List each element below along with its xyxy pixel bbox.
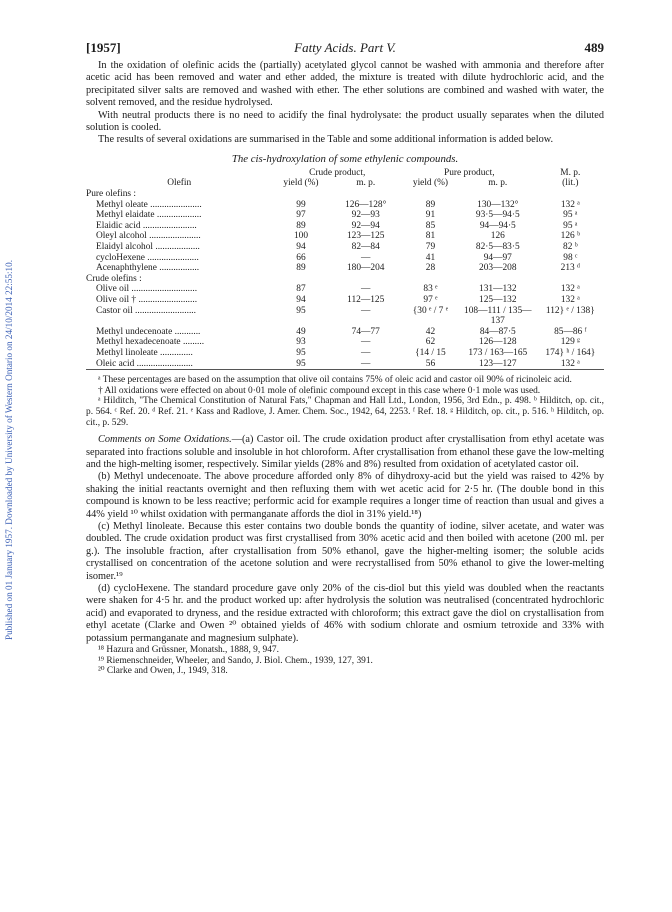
cell-olefin: Olive oil ............................ [96,284,198,295]
col-lit: (lit.) [562,178,579,189]
table-title: The cis-hydroxylation of some ethylenic compounds. [231,152,459,165]
comments-section [86,434,604,645]
cell-pure-yield: 81 [425,231,436,242]
col-crude-mp: m. p. [356,178,376,189]
cell-pure-yield: 62 [425,337,436,348]
table-row [86,359,604,370]
cell-pure-mp: 82·5—83·5 [475,242,520,252]
intro-paragraph: In the oxidation of olefinic acids the (partially) acetylated glycol cannot be washed with ammonia and therefore after acetic acid has been removed and water and ether added, the mixture is treated with dilute hydrochloric acid, and the precipitated silver salts are removed and washed with ether. The ether solutions are combined and washed with water, the solvent removed, and the residue hydrolysed. [86,60,604,109]
col-pure-mp: m. p. [488,178,508,189]
table-row [86,327,604,338]
table-row [86,242,604,253]
cell-crude-mp: 92—93 [351,210,380,221]
provenance-sidebar [2,40,16,860]
pure-rows [86,200,604,274]
cell-lit-mp: 132 ᵃ [560,294,580,305]
cell-crude-yield: 87 [296,284,306,295]
col-pure-yield: yield (%) [412,178,449,189]
cell-lit-mp: 174} ʰ / 164} [545,347,596,358]
cell-crude-mp: — [361,347,371,358]
section-heading: Crude olefins : [86,273,142,284]
cell-crude-yield: 89 [296,263,306,274]
table-row [86,210,604,221]
cell-pure-mp: 203—208 [479,263,517,274]
col-crude-yield: yield (%) [283,178,319,189]
cell-crude-mp: 74—77 [351,326,380,337]
table-note: ᵃ These percentages are based on the assumption that olive oil contains 75% of oleic acid and castor oil 90% of ricinoleic acid. [98,375,572,386]
cell-lit-mp: 129 ᵍ [560,337,580,348]
cell-pure-yield: 42 [425,326,436,337]
intro-paragraph: The results of several oxidations are summarised in the Table and some additional information is added below. [98,134,554,146]
running-head-year: [1957] [86,40,121,55]
cell-olefin: Methyl undecenoate ........... [96,326,201,337]
cell-crude-mp: 123—125 [346,231,385,242]
cell-pure-mp: 94—94·5 [479,220,516,231]
cell-pure-mp: 108—111 / 135—137 [464,305,532,327]
table-column-header [86,178,604,189]
group-crude: Crude product, [309,167,366,178]
col-olefin: Olefin [167,178,192,189]
cell-pure-yield: {30 ᵉ / 7 ᵉ [412,305,449,316]
cell-pure-yield: 89 [425,199,436,210]
table-row [86,231,604,242]
cell-olefin: Methyl oleate ...................... [96,199,202,210]
table-row [86,263,604,274]
cell-crude-yield: 89 [296,220,306,231]
cell-olefin: Acenaphthylene ................. [96,263,200,274]
cell-lit-mp: 213 ᵈ [560,263,580,274]
cell-pure-mp: 126 [490,231,505,242]
cell-pure-mp: 94—97 [483,252,512,263]
cell-crude-mp: — [361,358,371,369]
cell-crude-mp: 92—94 [351,220,380,231]
cell-crude-yield: 95 [296,347,306,358]
cell-lit-mp: 126 ᵇ [560,231,580,242]
cell-lit-mp: 132 ᵃ [560,199,580,210]
cell-crude-mp: — [361,305,371,316]
intro-paragraph: With neutral products there is no need to acidify the final hydrolysate: the product usually separates when the diluted solution is cooled. [86,109,604,134]
cell-lit-mp: 95 ᵃ [563,210,578,221]
cell-olefin: Castor oil .......................... [96,305,196,316]
table-row [86,221,604,232]
cell-lit-mp: 132 ᵃ [560,284,580,295]
page-content [86,40,604,677]
cell-crude-mp: — [361,337,371,348]
table-row [86,348,604,359]
table-row [86,295,604,306]
comments-paragraph: (d) cycloHexene. The standard procedure gave only 20% of the cis-diol but this yield was doubled when the reactants were shaken for 4·5 hr. and the product worked up: after hydrolysis the solution was neutralised (concentrated hydrochloric acid) and evaporated to dryness, and the residue extracted with chloroform; this extract gave the diol on crystallisation from ethyl acetate (Clarke and Owen ²⁰ obtained yields of 46% with sodium chlorate and osmium tetroxide and 33% with potassium permanganate and magnesium sulphate). [86,582,604,644]
cell-pure-mp: 131—132 [479,284,517,295]
cell-olefin: Elaidic acid ....................... [96,220,197,231]
cell-olefin: Olive oil † ......................... [96,294,198,305]
cell-lit-mp: 112} ᵉ / 138} [545,305,595,316]
cell-crude-yield: 95 [296,305,306,316]
cell-pure-mp: 93·5—94·5 [475,210,520,221]
cell-lit-mp: 132 ᵃ [560,358,580,369]
cell-pure-yield: 83 ᵉ [423,284,438,295]
group-mp: M. p. [560,167,581,178]
cell-crude-mp: — [361,284,371,295]
cell-lit-mp: 82 ᵇ [563,242,578,252]
table-note: † All oxidations were effected on about 0·01 mole of olefinic compound except in this case where 0·1 mole was used. [98,385,541,396]
table-row [86,200,604,211]
cell-crude-yield: 94 [296,242,306,252]
cell-pure-mp: 125—132 [479,294,517,305]
page-number: 489 [584,40,604,55]
cell-lit-mp: 95 ᵃ [563,220,578,231]
crude-rows [86,284,604,369]
table-row [86,284,604,295]
running-head-title: Fatty Acids. Part V. [294,40,396,55]
cell-crude-yield: 49 [296,326,306,337]
cell-olefin: Elaidyl alcohol ................... [96,242,200,252]
cell-olefin: Oleic acid ........................ [96,358,193,369]
results-table [86,168,604,372]
reference: ¹⁹ Riemenschneider, Wheeler, and Sando, J. Biol. Chem., 1939, 127, 391. [98,655,373,666]
cell-pure-mp: 123—127 [479,358,517,369]
cell-crude-yield: 97 [296,210,306,221]
cell-olefin: Oleyl alcohol ...................... [96,231,201,242]
cell-crude-yield: 95 [296,358,306,369]
cell-pure-mp: 130—132° [477,199,519,210]
provenance-text: Published on 01 January 1957. Downloaded by University of Western Ontario on 24/10/2014 22:55:10. [4,259,14,641]
cell-crude-yield: 94 [296,294,306,305]
cell-pure-yield: 56 [425,358,436,369]
cell-pure-yield: 91 [425,210,436,221]
table-row [86,337,604,348]
cell-crude-mp: 82—84 [351,242,380,252]
comments-paragraph: (c) Methyl linoleate. Because this ester contains two double bonds the quantity of iodine, silver acetate, and water was doubled. The crude oxidation product was first crystallised from 30% acetic acid and then boiled with acetone (200 ml. per g.). The insoluble fraction, after crystallisation from 50% ethanol, gave the higher-melting isomer; the soluble acids crystallised on concentration of the acetone solution and were recrystallised from 50% ethanol to give the lower-melting isomer.¹⁹ [86,520,604,582]
table-note: ᵃ Hilditch, "The Chemical Constitution of Natural Fats," Chapman and Hall Ltd., London, 1956, 3rd Edn., p. 498. ᵇ Hilditch, op. cit., p. 564. ᶜ Ref. 20. ᵈ Ref. 21. ᵉ Kass and Radlove, J. Amer. Chem. Soc., 1942, 64, 2253. ᶠ Ref. 18. ᵍ Hilditch, op. cit., p. 516. ʰ Hilditch, op. cit., p. 529. [86,396,604,428]
cell-pure-mp: 173 / 163—165 [468,347,528,358]
table-row [86,253,604,264]
cell-crude-mp: 126—128° [345,199,387,210]
cell-olefin: Methyl hexadecenoate ......... [96,337,205,348]
comments-heading: Comments on Some Oxidations. [98,434,232,446]
reference: ¹⁸ Hazura and Grüssner, Monatsh., 1888, 9, 947. [98,645,279,655]
cell-crude-yield: 99 [296,199,306,210]
cell-crude-mp: — [361,252,371,263]
cell-lit-mp: 85—86 ᶠ [554,326,587,337]
group-pure: Pure product, [444,167,495,178]
section-heading: Pure olefins : [86,189,136,200]
table-row [86,306,604,327]
references [86,645,604,677]
cell-crude-mp: 180—204 [346,263,385,274]
cell-pure-mp: 84—87·5 [479,326,516,337]
cell-pure-yield: 79 [425,242,436,252]
cell-crude-yield: 93 [296,337,306,348]
intro-section [86,60,604,147]
comments-paragraph: (b) Methyl undecenoate. The above procedure afforded only 8% of dihydroxy-acid but the yield was raised to 42% by shaking the initial reactants overnight and then refluxing them with wet acetic acid for 2·5 hr. (The double bond in this compound is known to be less reactive; performic acid for example requires a longer time of reaction than usual and gives a 44% yield ¹⁰ whilst oxidation with permanganate affords the diol in 31% yield.¹⁸) [86,471,604,520]
cell-olefin: Methyl linoleate .............. [96,347,193,358]
cell-lit-mp: 98 ᶜ [563,252,578,263]
cell-pure-yield: 97 ᵉ [423,294,438,305]
cell-pure-yield: 41 [425,252,436,263]
comments-paragraph: Comments on Some Oxidations.—(a) Castor oil. The crude oxidation product after crystallisation from ethyl acetate was separated into fractions soluble and insoluble in hot chloroform. After crystallisation from ethanol these gave the low-melting and the high-melting isomer, respectively. Similar yields (28% and 8%) resulted from oxidation of acetylated castor oil. [86,434,605,470]
running-head [86,40,604,60]
cell-pure-yield: {14 / 15 [415,347,446,358]
cell-pure-yield: 85 [425,220,436,231]
cell-pure-mp: 126—128 [479,337,517,348]
cell-crude-yield: 66 [296,252,306,263]
cell-olefin: Methyl elaidate ................... [96,210,202,221]
table-group-header [86,168,604,179]
table-notes [86,375,604,428]
cell-crude-yield: 100 [293,231,308,242]
cell-crude-mp: 112—125 [347,294,385,305]
cell-pure-yield: 28 [425,263,436,274]
reference: ²⁰ Clarke and Owen, J., 1949, 318. [98,666,228,677]
cell-olefin: cycloHexene ...................... [96,252,199,263]
